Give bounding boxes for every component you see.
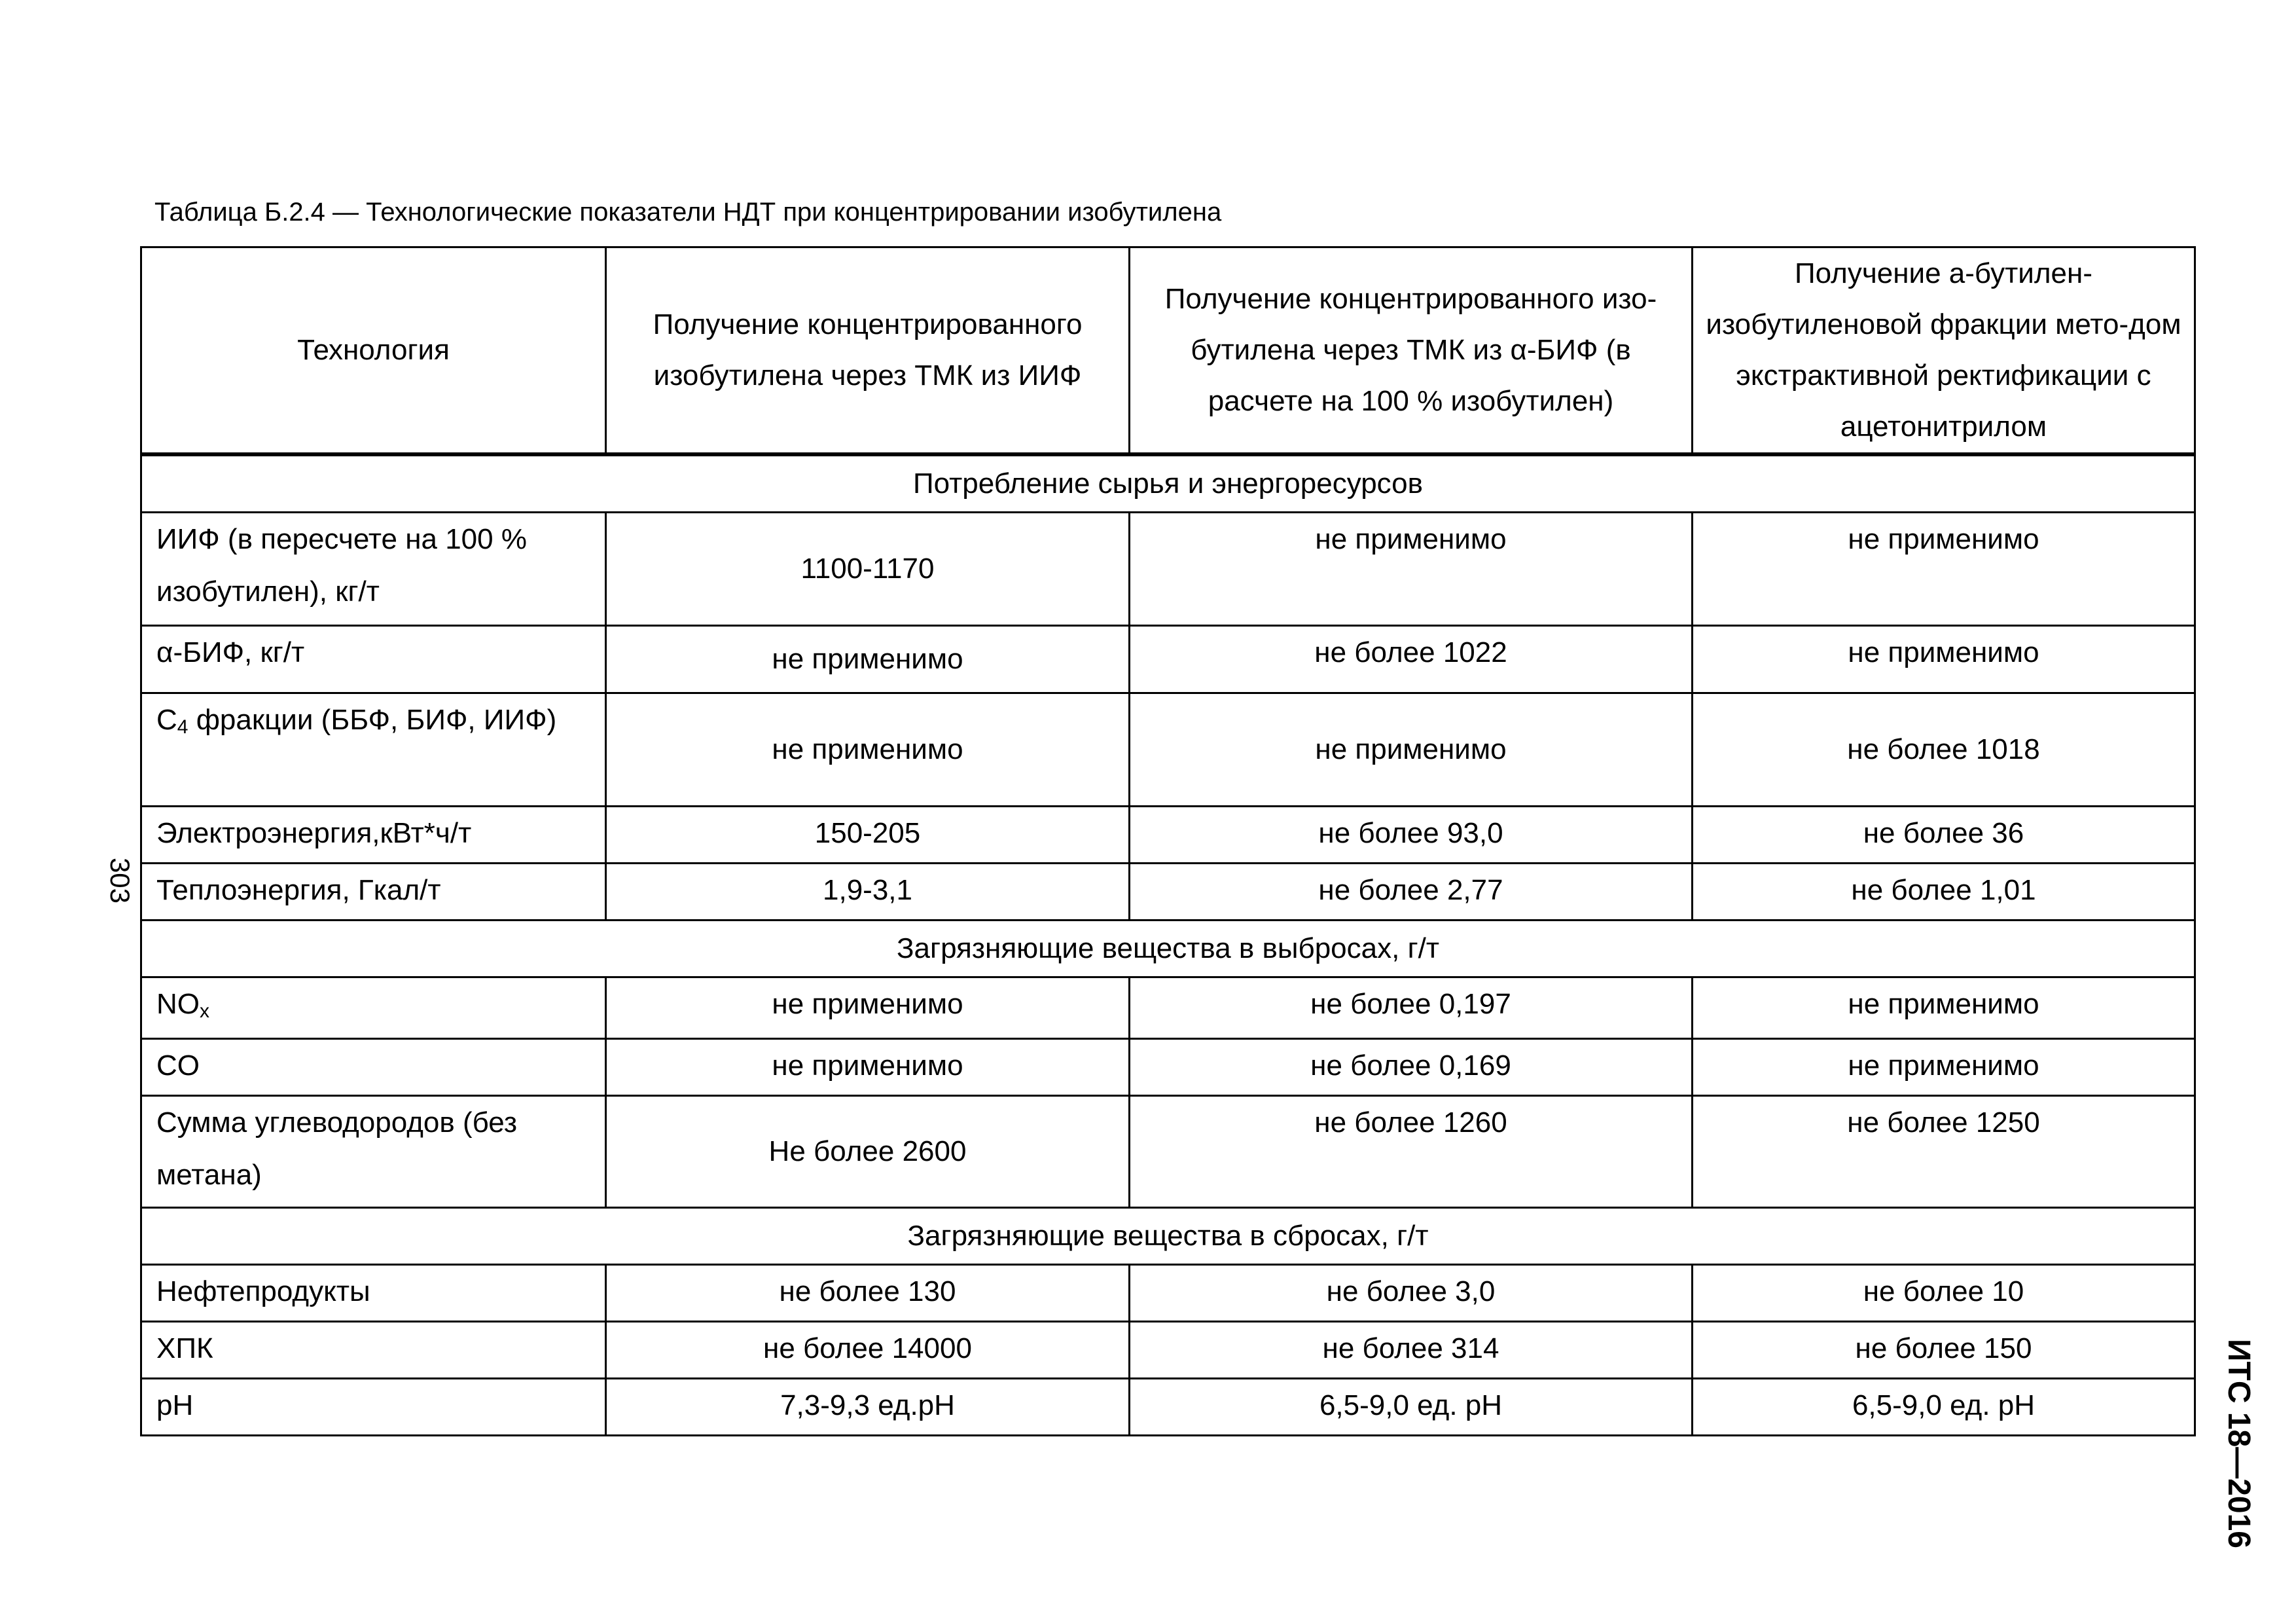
row-label-heat: Теплоэнергия, Гкал/т — [141, 864, 606, 921]
cell-iif-v1: 1100-1170 — [606, 513, 1130, 626]
table-row — [141, 807, 2195, 864]
cell-nox-v2: не более 0,197 — [1130, 977, 1693, 1039]
table-row — [141, 1039, 2195, 1096]
row-label-hydrocarbons: Сумма углеводородов (без метана) — [141, 1096, 606, 1208]
cell-cod-v2: не более 314 — [1130, 1322, 1693, 1379]
row-label-abif: α-БИФ, кг/т — [141, 626, 606, 693]
section-row — [141, 454, 2195, 513]
cell-hydrocarbons-v2: не более 1260 — [1130, 1096, 1693, 1208]
cell-abif-v3: не применимо — [1693, 626, 2195, 693]
row-label-c4 — [141, 693, 606, 807]
c4-label-prefix: С — [156, 704, 177, 736]
cell-cod-v3: не более 150 — [1693, 1322, 2195, 1379]
cell-co-v1: не применимо — [606, 1039, 1130, 1096]
cell-c4-v2: не применимо — [1130, 693, 1693, 807]
nox-label-subscript: x — [200, 1000, 209, 1022]
table-caption: Таблица Б.2.4 — Технологические показатели НДТ при концентрировании изобутилена — [154, 198, 1222, 227]
cell-co-v3: не применимо — [1693, 1039, 2195, 1096]
table-row — [141, 1379, 2195, 1436]
cell-c4-v3: не более 1018 — [1693, 693, 2195, 807]
cell-oil-v3: не более 10 — [1693, 1265, 2195, 1322]
row-label-iif: ИИФ (в пересчете на 100 % изобутилен), кг/т — [141, 513, 606, 626]
cell-ph-v2: 6,5-9,0 ед. pH — [1130, 1379, 1693, 1436]
row-label-oil-products: Нефтепродукты — [141, 1265, 606, 1322]
header-tmk-iif: Получение концентрированного изобутилена через ТМК из ИИФ — [606, 247, 1130, 455]
table-row — [141, 1096, 2195, 1208]
section-raw-materials-energy: Потребление сырья и энергоресурсов — [141, 454, 2195, 513]
table-row — [141, 864, 2195, 921]
row-label-nox — [141, 977, 606, 1039]
cell-oil-v1: не более 130 — [606, 1265, 1130, 1322]
row-label-ph: pH — [141, 1379, 606, 1436]
table-row — [141, 693, 2195, 807]
table-row — [141, 626, 2195, 693]
table-header — [141, 247, 2195, 455]
row-label-co: CO — [141, 1039, 606, 1096]
cell-oil-v2: не более 3,0 — [1130, 1265, 1693, 1322]
cell-heat-v3: не более 1,01 — [1693, 864, 2195, 921]
cell-hydrocarbons-v1: Не более 2600 — [606, 1096, 1130, 1208]
table-row — [141, 977, 2195, 1039]
cell-co-v2: не более 0,169 — [1130, 1039, 1693, 1096]
c4-label-suffix: фракции (ББФ, БИФ, ИИФ) — [188, 704, 557, 736]
table-body — [141, 454, 2195, 1436]
row-label-electro: Электроэнергия,кВт*ч/т — [141, 807, 606, 864]
section-water-discharges: Загрязняющие вещества в сбросах, г/т — [141, 1208, 2195, 1265]
header-row — [141, 247, 2195, 455]
table-row — [141, 1265, 2195, 1322]
cell-iif-v2: не применимо — [1130, 513, 1693, 626]
cell-iif-v3: не применимо — [1693, 513, 2195, 626]
section-air-emissions: Загрязняющие вещества в выбросах, г/т — [141, 921, 2195, 977]
section-row — [141, 921, 2195, 977]
cell-abif-v1: не применимо — [606, 626, 1130, 693]
c4-label-subscript: 4 — [177, 716, 188, 738]
cell-nox-v1: не применимо — [606, 977, 1130, 1039]
cell-cod-v1: не более 14000 — [606, 1322, 1130, 1379]
nox-label-prefix: NO — [156, 988, 200, 1020]
cell-ph-v3: 6,5-9,0 ед. pH — [1693, 1379, 2195, 1436]
cell-ph-v1: 7,3-9,3 ед.pH — [606, 1379, 1130, 1436]
cell-hydrocarbons-v3: не более 1250 — [1693, 1096, 2195, 1208]
header-tmk-abif: Получение концентрированного изо-бутилена через ТМК из α-БИФ (в расчете на 100 % изобутилен) — [1130, 247, 1693, 455]
cell-nox-v3: не применимо — [1693, 977, 2195, 1039]
cell-electro-v2: не более 93,0 — [1130, 807, 1693, 864]
cell-electro-v3: не более 36 — [1693, 807, 2195, 864]
table-row — [141, 513, 2195, 626]
table-row — [141, 1322, 2195, 1379]
page-number: 303 — [105, 857, 135, 904]
indicators-table — [140, 246, 2196, 1436]
header-extractive-rectification: Получение а-бутилен-изобутиленовой фракции мето-дом экстрактивной ректификации с ацетонитрилом — [1693, 247, 2195, 455]
cell-electro-v1: 150-205 — [606, 807, 1130, 864]
document-code: ИТС 18—2016 — [2221, 1339, 2256, 1548]
cell-heat-v1: 1,9-3,1 — [606, 864, 1130, 921]
row-label-cod: ХПК — [141, 1322, 606, 1379]
section-row — [141, 1208, 2195, 1265]
cell-c4-v1: не применимо — [606, 693, 1130, 807]
cell-heat-v2: не более 2,77 — [1130, 864, 1693, 921]
cell-abif-v2: не более 1022 — [1130, 626, 1693, 693]
header-technology: Технология — [141, 247, 606, 455]
